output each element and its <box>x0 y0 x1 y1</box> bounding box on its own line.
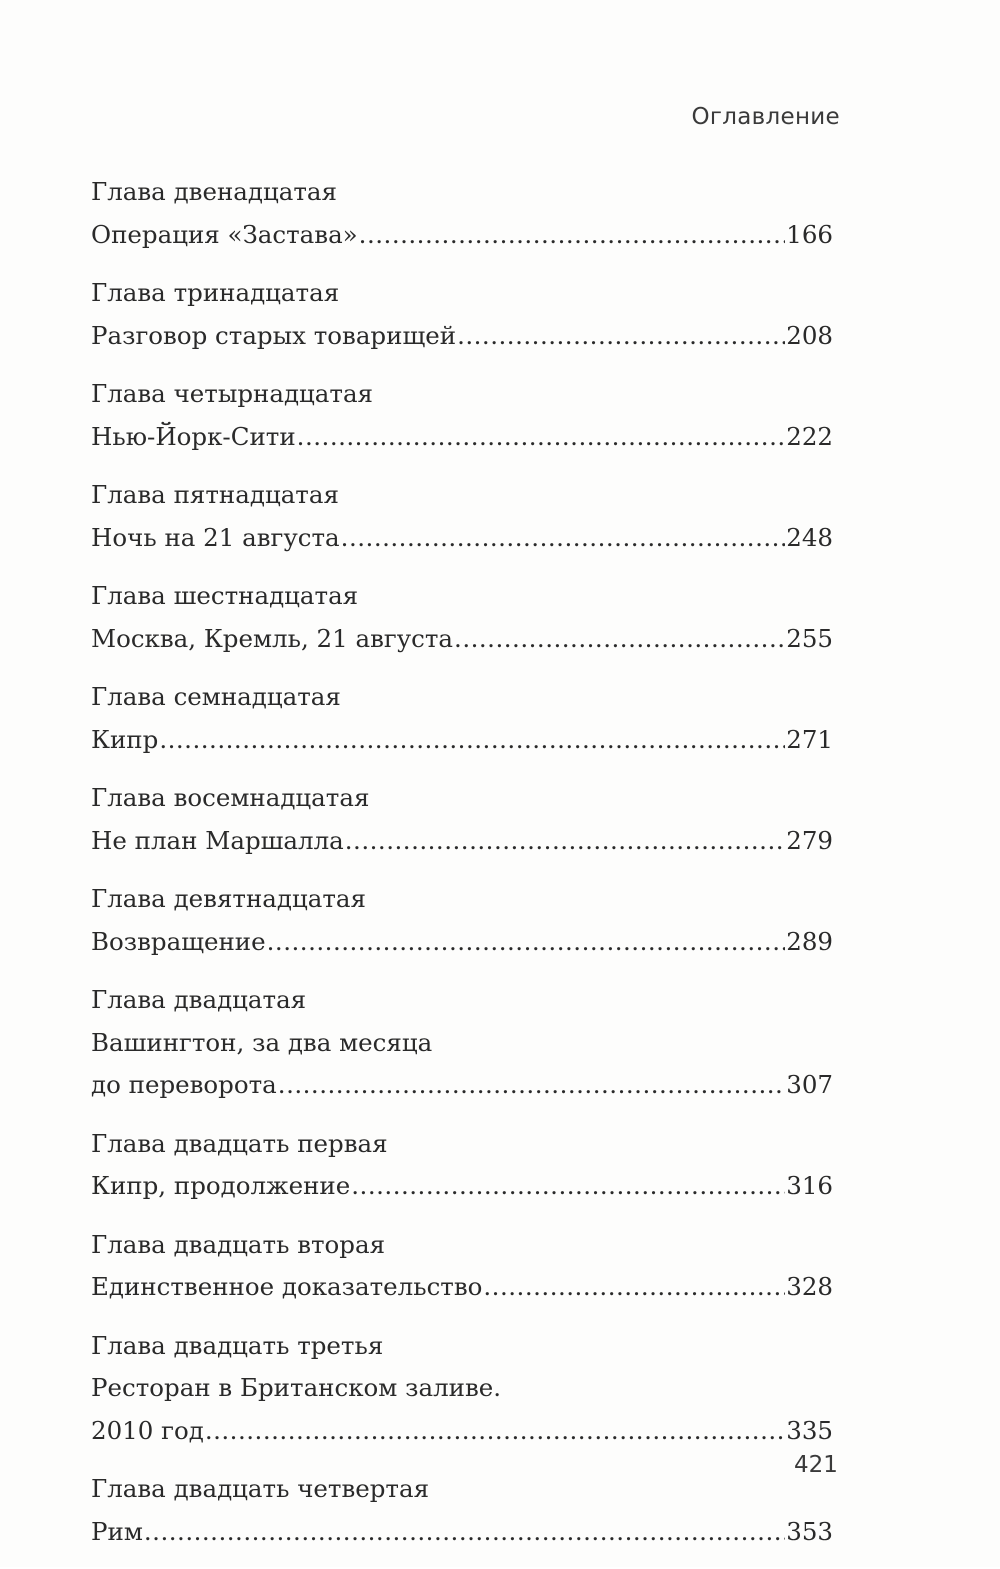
chapter-title-line: Вашингтон, за два месяца <box>91 1027 433 1057</box>
chapter-label: Глава двадцатая <box>91 985 307 1014</box>
toc-entry <box>91 272 833 357</box>
running-head: Оглавление <box>691 104 840 130</box>
toc-entry <box>91 575 833 660</box>
chapter-label: Глава восемнадцатая <box>91 783 370 812</box>
dot-leader <box>278 1064 785 1107</box>
dot-leader <box>457 315 785 358</box>
chapter-page-number: 328 <box>786 1272 833 1301</box>
chapter-page-number: 166 <box>786 219 833 249</box>
chapter-title-leader-line <box>91 214 833 257</box>
chapter-title-leader-line <box>91 416 833 459</box>
dot-leader <box>297 416 786 459</box>
chapter-label: Глава четырнадцатая <box>91 379 374 408</box>
chapter-label: Глава двенадцатая <box>91 177 337 206</box>
chapter-title-leader-line <box>91 315 833 358</box>
chapter-title: Москва, Кремль, 21 августа <box>91 623 454 653</box>
chapter-title-leader-line <box>91 820 833 863</box>
chapter-title-leader-line <box>91 1064 833 1107</box>
chapter-label: Глава семнадцатая <box>91 682 341 711</box>
chapter-title: Рим <box>91 1516 143 1546</box>
chapter-title: до переворота <box>91 1070 277 1099</box>
chapter-page-number: 289 <box>786 926 833 956</box>
dot-leader <box>454 618 785 661</box>
chapter-page-number: 271 <box>786 724 833 754</box>
chapter-title: Разговор старых товарищей <box>91 320 457 350</box>
dot-leader <box>205 1410 785 1453</box>
chapter-title-leader-line <box>91 921 833 964</box>
chapter-page-number: 255 <box>786 623 833 653</box>
toc-entry <box>91 373 833 458</box>
page-number: 421 <box>794 1452 838 1478</box>
chapter-page-number: 222 <box>786 421 833 451</box>
chapter-title: Ночь на 21 августа <box>91 522 340 552</box>
chapter-page-number: 316 <box>786 1171 833 1200</box>
toc-entry <box>91 171 833 256</box>
chapter-title-leader-line <box>91 719 833 762</box>
chapter-title-leader-line <box>91 618 833 661</box>
toc-entry <box>91 1325 833 1453</box>
chapter-title: Операция «Застава» <box>91 219 358 249</box>
dot-leader <box>159 719 785 762</box>
chapter-title-leader-line <box>91 1511 833 1554</box>
chapter-title-leader-line <box>91 1266 833 1309</box>
chapter-title: Не план Маршалла <box>91 825 344 855</box>
chapter-title-leader-line <box>91 1410 833 1453</box>
chapter-title: Нью-Йорк-Сити <box>91 421 296 451</box>
chapter-title: 2010 год <box>91 1415 204 1445</box>
dot-leader <box>351 1165 785 1208</box>
chapter-title-leader-line <box>91 517 833 560</box>
chapter-page-number: 353 <box>786 1516 833 1546</box>
dot-leader <box>345 820 785 863</box>
chapter-page-number: 335 <box>786 1415 833 1445</box>
chapter-label: Глава тринадцатая <box>91 278 340 307</box>
chapter-label: Глава двадцать вторая <box>91 1229 386 1259</box>
chapter-title-line: Ресторан в Британском заливе. <box>91 1373 502 1402</box>
chapter-page-number: 208 <box>786 320 833 350</box>
chapter-page-number: 307 <box>786 1070 833 1099</box>
chapter-label: Глава двадцать третья <box>91 1330 384 1360</box>
toc-entry <box>91 474 833 559</box>
chapter-title: Кипр <box>91 724 159 754</box>
toc-entry <box>91 1224 833 1309</box>
dot-leader <box>359 214 786 257</box>
dot-leader <box>483 1266 785 1309</box>
chapter-title: Возвращение <box>91 926 266 956</box>
chapter-title: Кипр, продолжение <box>91 1171 351 1200</box>
chapter-title-leader-line <box>91 1165 833 1208</box>
chapter-label: Глава шестнадцатая <box>91 581 359 610</box>
dot-leader <box>144 1511 785 1554</box>
toc-entry <box>91 676 833 761</box>
chapter-title: Единственное доказательство <box>91 1272 483 1301</box>
chapter-page-number: 248 <box>786 522 833 552</box>
toc-entry <box>91 979 833 1107</box>
toc-entry <box>91 777 833 862</box>
dot-leader <box>267 921 786 964</box>
chapter-page-number: 279 <box>786 825 833 855</box>
toc-entry <box>91 1123 833 1208</box>
chapter-label: Глава двадцать первая <box>91 1128 388 1158</box>
chapter-label: Глава девятнадцатая <box>91 884 366 913</box>
toc-entry <box>91 1468 833 1553</box>
chapter-label: Глава пятнадцатая <box>91 480 339 509</box>
table-of-contents <box>91 171 833 1569</box>
chapter-label: Глава двадцать четвертая <box>91 1474 430 1503</box>
dot-leader <box>341 517 786 560</box>
toc-entry <box>91 878 833 963</box>
